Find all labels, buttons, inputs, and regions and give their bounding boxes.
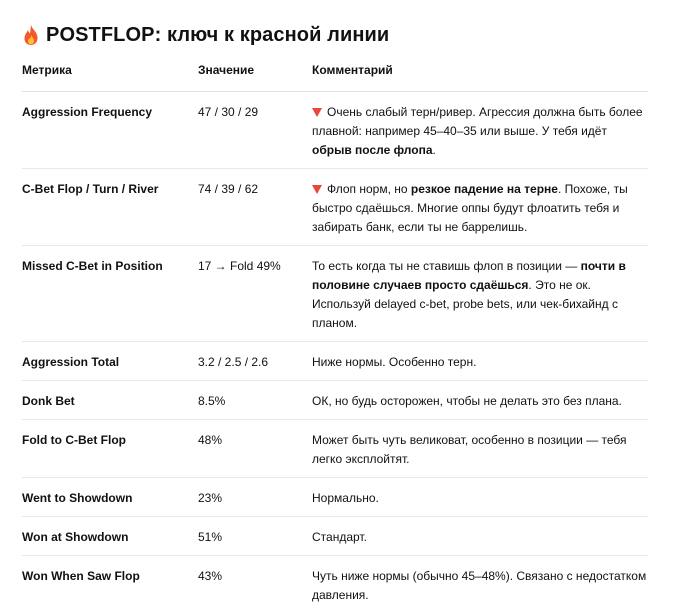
comment-text: Очень слабый терн/ривер. Агрессия должна быть более плавной: например 45–40–35 или выше. У тебя идёт [312, 105, 643, 138]
metric-cell: Went to Showdown [22, 478, 198, 517]
table-row [22, 169, 648, 246]
comment-text: То есть когда ты не ставишь флоп в позиции — [312, 259, 581, 273]
stats-table [22, 61, 648, 613]
table-row [22, 517, 648, 556]
metric-cell: Aggression Total [22, 342, 198, 381]
metric-cell: C-Bet Flop / Turn / River [22, 169, 198, 246]
comment-text-end: . Это не ок. Используй delayed c-bet, probe bets, или чек-бихайнд с планом. [312, 278, 618, 330]
value-cell: 74 / 39 / 62 [198, 169, 312, 246]
comment-cell: Может быть чуть великоват, особенно в позиции — тебя легко эксплойтят. [312, 420, 648, 478]
metric-cell: Aggression Frequency [22, 92, 198, 169]
comment-emphasis: обрыв после флопа [312, 143, 433, 157]
table-row [22, 92, 648, 169]
comment-cell: Стандарт. [312, 517, 648, 556]
metric-cell: Fold to C-Bet Flop [22, 420, 198, 478]
table-row [22, 420, 648, 478]
red-down-triangle-icon [312, 185, 322, 194]
page-title-text: POSTFLOP: ключ к красной линии [46, 24, 389, 47]
table-row [22, 556, 648, 613]
comment-emphasis: почти в половине случаев просто сдаёшься [312, 259, 626, 292]
value-cell: 43% [198, 556, 312, 613]
comment-text: Флоп норм, но [327, 182, 411, 196]
comment-emphasis: резкое падение на терне [411, 182, 558, 196]
comment-cell: Ниже нормы. Особенно терн. [312, 342, 648, 381]
value-cell: 48% [198, 420, 312, 478]
comment-cell [312, 92, 648, 169]
header-comment: Комментарий [312, 61, 648, 92]
comment-cell: ОК, но будь осторожен, чтобы не делать это без плана. [312, 381, 648, 420]
header-metric: Метрика [22, 61, 198, 92]
value-cell: 17 → Fold 49% [198, 246, 312, 342]
comment-cell: Чуть ниже нормы (обычно 45–48%). Связано с недостатком давления. [312, 556, 648, 613]
table-row [22, 246, 648, 342]
comment-cell [312, 246, 648, 342]
comment-text-end: . [433, 143, 436, 157]
metric-cell: Donk Bet [22, 381, 198, 420]
table-row [22, 478, 648, 517]
metric-cell: Won at Showdown [22, 517, 198, 556]
value-cell: 23% [198, 478, 312, 517]
table-row [22, 342, 648, 381]
page-title [22, 21, 700, 49]
comment-text-end: . Похоже, ты быстро сдаёшься. Многие оппы будут флоатить тебя и забирать банк, если ты не баррелишь. [312, 182, 628, 234]
fire-icon [22, 24, 40, 46]
table-header-row [22, 61, 648, 92]
table-row [22, 381, 648, 420]
red-down-triangle-icon [312, 108, 322, 117]
metric-cell: Missed C-Bet in Position [22, 246, 198, 342]
comment-cell [312, 169, 648, 246]
value-cell: 3.2 / 2.5 / 2.6 [198, 342, 312, 381]
value-cell: 8.5% [198, 381, 312, 420]
comment-cell: Нормально. [312, 478, 648, 517]
header-value: Значение [198, 61, 312, 92]
value-cell: 51% [198, 517, 312, 556]
value-cell: 47 / 30 / 29 [198, 92, 312, 169]
metric-cell: Won When Saw Flop [22, 556, 198, 613]
